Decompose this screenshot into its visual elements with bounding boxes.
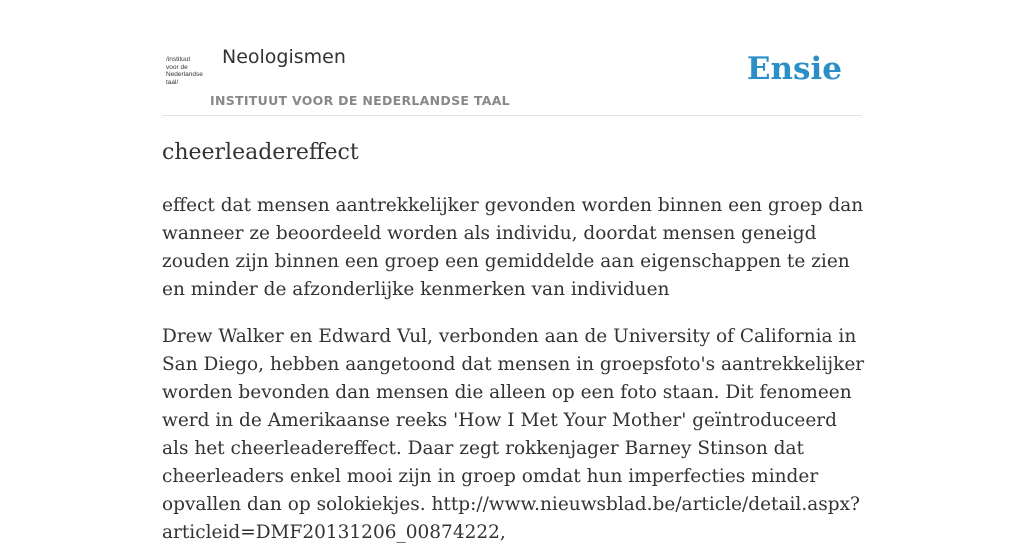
site-subtitle: INSTITUUT VOOR DE NEDERLANDSE TAAL xyxy=(210,93,510,108)
header xyxy=(162,40,862,116)
ivdnt-logo[interactable]: /instituut voor de Nederlandse taal/ xyxy=(166,56,203,86)
ensie-logo[interactable]: Ensie xyxy=(746,51,842,87)
entry-definition: effect dat mensen aantrekkelijker gevonden worden binnen een groep dan wanneer ze beoordeeld worden als individu, doordat mensen geneigd zouden zijn binnen een groep een gemiddelde aan eigenschappen te zien en minder de afzonderlijke kenmerken van individuen xyxy=(162,195,864,300)
entry-term: cheerleadereffect xyxy=(162,140,359,165)
entry-example: Drew Walker en Edward Vul, verbonden aan de University of California in San Diego, hebben aangetoond dat mensen in groepsfoto's aantrekkelijker worden bevonden dan mensen die alleen op een foto staan. Dit fenomeen werd in de Amerikaanse reeks 'How I Met Your Mother' geïntroduceerd als het cheerleadereffect. Daar zegt rokkenjager Barney Stinson dat cheerleaders enkel mooi zijn in groep omdat hun imperfecties minder opvallen dan op solokiekjes. http://www.nieuwsblad.be/article/detail.aspx?articleid=DMF20131206_00874222, xyxy=(162,326,865,543)
site-title[interactable]: Neologismen xyxy=(222,46,346,68)
